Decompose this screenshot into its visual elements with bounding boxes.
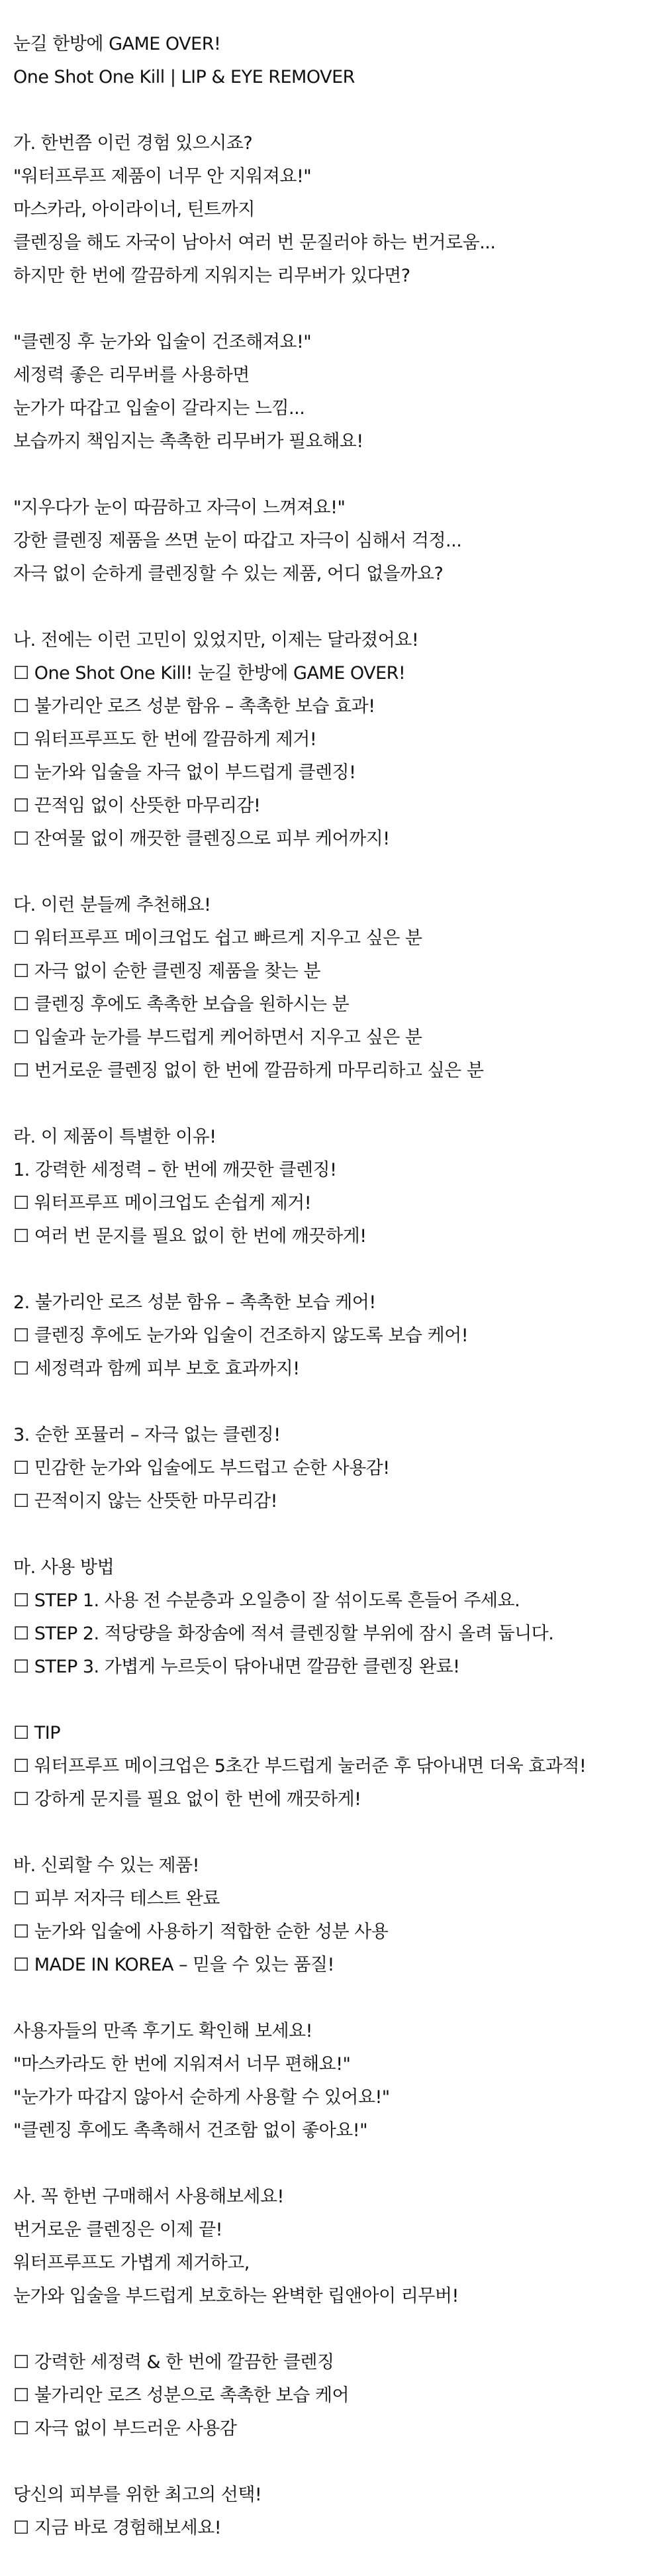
text-line: 워터프루프도 가볍게 제거하고, <box>13 2253 250 2273</box>
paragraph-gap <box>13 94 649 127</box>
text-line: 눈가와 입술을 부드럽게 보호하는 완벽한 립앤아이 리무버! <box>13 2286 459 2306</box>
text-line: "지우다가 눈이 따끔하고 자극이 느껴져요!" <box>13 497 346 518</box>
paragraph-gap <box>13 1253 649 1286</box>
paragraph-gap <box>13 2446 649 2479</box>
paragraph-section-ba <box>13 1849 649 1982</box>
paragraph-section-da <box>13 889 649 1088</box>
paragraph-section-ra-3 <box>13 1419 649 1518</box>
text-line: 당신의 피부를 위한 최고의 선택! <box>13 2485 262 2505</box>
text-line: ☐ 눈가와 입술에 사용하기 적합한 순한 성분 사용 <box>13 1922 389 1942</box>
text-line: ☐ STEP 3. 가볍게 누르듯이 닦아내면 깔끔한 클렌징 완료! <box>13 1657 460 1677</box>
text-line: ☐ 끈적이지 않는 산뜻한 마무리감! <box>13 1491 277 1512</box>
text-line: ☐ One Shot One Kill! 눈길 한방에 GAME OVER! <box>13 663 406 684</box>
paragraph-section-sa <box>13 2181 649 2313</box>
text-line: ☐ 불가리안 로즈 성분으로 촉촉한 보습 케어 <box>13 2385 350 2406</box>
text-line: ☐ 피부 저자극 테스트 완료 <box>13 1888 220 1909</box>
text-line: ☐ 클렌징 후에도 촉촉한 보습을 원하시는 분 <box>13 994 350 1015</box>
text-line: 다. 이런 분들께 추천해요! <box>13 895 211 915</box>
paragraph-gap <box>13 1684 649 1717</box>
paragraph-section-ga-2 <box>13 326 649 458</box>
paragraph-gap <box>13 2313 649 2346</box>
text-line: 나. 전에는 이런 고민이 있었지만, 이제는 달라졌어요! <box>13 630 419 650</box>
paragraph-gap <box>13 1088 649 1121</box>
text-line: ☐ 민감한 눈가와 입술에도 부드럽고 순한 사용감! <box>13 1458 390 1478</box>
paragraph-section-tip <box>13 1717 649 1816</box>
text-line: One Shot One Kill | LIP & EYE REMOVER <box>13 67 355 87</box>
text-line: ☐ 강력한 세정력 & 한 번에 깔끔한 클렌징 <box>13 2352 334 2373</box>
paragraph-gap <box>13 1518 649 1551</box>
text-line: ☐ 끈적임 없이 산뜻한 마무리감! <box>13 796 261 816</box>
text-line: "마스카라도 한 번에 지워져서 너무 편해요!" <box>13 2054 351 2075</box>
text-line: "클렌징 후에도 촉촉해서 건조함 없이 좋아요!" <box>13 2120 368 2141</box>
paragraph-gap <box>13 591 649 624</box>
text-line: ☐ STEP 1. 사용 전 수분층과 오일층이 잘 섞이도록 흔들어 주세요. <box>13 1590 520 1611</box>
text-line: ☐ 워터프루프 메이크업도 손쉽게 제거! <box>13 1193 312 1213</box>
text-line: 보습까지 책임지는 촉촉한 리무버가 필요해요! <box>13 431 363 452</box>
paragraph-section-ra-2 <box>13 1286 649 1386</box>
paragraph-gap <box>13 1982 649 2015</box>
document-body <box>13 28 649 2545</box>
text-line: 눈가가 따갑고 입술이 갈라지는 느낌... <box>13 398 305 419</box>
text-line: ☐ 눈가와 입술을 자극 없이 부드럽게 클렌징! <box>13 762 356 783</box>
paragraph-gap <box>13 1816 649 1849</box>
text-line: ☐ 입술과 눈가를 부드럽게 케어하면서 지우고 싶은 분 <box>13 1027 422 1048</box>
text-line: ☐ 워터프루프도 한 번에 깔끔하게 제거! <box>13 729 317 750</box>
text-line: 마. 사용 방법 <box>13 1557 115 1578</box>
text-line: 3. 순한 포뮬러 – 자극 없는 클렌징! <box>13 1425 281 1445</box>
text-line: ☐ 번거로운 클렌징 없이 한 번에 깔끔하게 마무리하고 싶은 분 <box>13 1060 484 1081</box>
text-line: 세정력 좋은 리무버를 사용하면 <box>13 365 250 386</box>
paragraph-gap <box>13 856 649 889</box>
text-line: ☐ 불가리안 로즈 성분 함유 – 촉촉한 보습 효과! <box>13 696 375 717</box>
text-line: ☐ 워터프루프 메이크업은 5초간 부드럽게 눌러준 후 닦아내면 더욱 효과적! <box>13 1756 587 1777</box>
paragraph-gap <box>13 1386 649 1419</box>
paragraph-section-ra <box>13 1121 649 1253</box>
text-line: ☐ TIP <box>13 1723 61 1743</box>
text-line: ☐ MADE IN KOREA – 믿을 수 있는 품질! <box>13 1955 334 1975</box>
text-line: ☐ 자극 없이 순한 클렌징 제품을 찾는 분 <box>13 961 321 982</box>
text-line: 번거로운 클렌징은 이제 끝! <box>13 2220 222 2240</box>
paragraph-intro <box>13 28 649 94</box>
text-line: 1. 강력한 세정력 – 한 번에 깨끗한 클렌징! <box>13 1160 337 1180</box>
paragraph-section-closing <box>13 2479 649 2545</box>
text-line: "클렌징 후 눈가와 입술이 건조해져요!" <box>13 332 312 352</box>
text-line: ☐ 잔여물 없이 깨끗한 클렌징으로 피부 케어까지! <box>13 829 390 849</box>
paragraph-section-na <box>13 624 649 856</box>
text-line: ☐ 여러 번 문지를 필요 없이 한 번에 깨끗하게! <box>13 1226 367 1247</box>
text-line: 사용자들의 만족 후기도 확인해 보세요! <box>13 2021 312 2041</box>
paragraph-gap <box>13 458 649 491</box>
text-line: 클렌징을 해도 자국이 남아서 여러 번 문질러야 하는 번거로움... <box>13 232 496 253</box>
text-line: 가. 한번쯤 이런 경험 있으시죠? <box>13 133 253 154</box>
text-line: "눈가가 따갑지 않아서 순하게 사용할 수 있어요!" <box>13 2087 390 2108</box>
text-line: 눈길 한방에 GAME OVER! <box>13 34 221 54</box>
text-line: ☐ STEP 2. 적당량을 화장솜에 적셔 클렌징할 부위에 잠시 올려 둡니다. <box>13 1623 554 1644</box>
text-line: 강한 클렌징 제품을 쓰면 눈이 따갑고 자극이 심해서 걱정... <box>13 531 462 551</box>
text-line: 자극 없이 순하게 클렌징할 수 있는 제품, 어디 없을까요? <box>13 564 444 584</box>
paragraph-section-ga-3 <box>13 491 649 591</box>
text-line: ☐ 클렌징 후에도 눈가와 입술이 건조하지 않도록 보습 케어! <box>13 1325 469 1346</box>
text-line: ☐ 강하게 문지를 필요 없이 한 번에 깨끗하게! <box>13 1789 361 1810</box>
text-line: 라. 이 제품이 특별한 이유! <box>13 1127 216 1147</box>
text-line: "워터프루프 제품이 너무 안 지워져요!" <box>13 166 312 187</box>
text-line: ☐ 자극 없이 부드러운 사용감 <box>13 2418 237 2439</box>
text-line: 2. 불가리안 로즈 성분 함유 – 촉촉한 보습 케어! <box>13 1292 376 1313</box>
text-line: ☐ 세정력과 함께 피부 보호 효과까지! <box>13 1359 300 1379</box>
paragraph-section-ga <box>13 127 649 293</box>
paragraph-section-reviews <box>13 2015 649 2147</box>
text-line: ☐ 워터프루프 메이크업도 쉽고 빠르게 지우고 싶은 분 <box>13 928 422 949</box>
text-line: 하지만 한 번에 깔끔하게 지워지는 리무버가 있다면? <box>13 266 410 286</box>
text-line: 마스카라, 아이라이너, 틴트까지 <box>13 199 255 220</box>
paragraph-gap <box>13 293 649 326</box>
paragraph-section-ma <box>13 1551 649 1684</box>
text-line: 사. 꼭 한번 구매해서 사용해보세요! <box>13 2187 284 2207</box>
paragraph-section-summary <box>13 2346 649 2446</box>
text-line: 바. 신뢰할 수 있는 제품! <box>13 1855 199 1876</box>
text-line: ☐ 지금 바로 경험해보세요! <box>13 2518 222 2538</box>
paragraph-gap <box>13 2147 649 2181</box>
